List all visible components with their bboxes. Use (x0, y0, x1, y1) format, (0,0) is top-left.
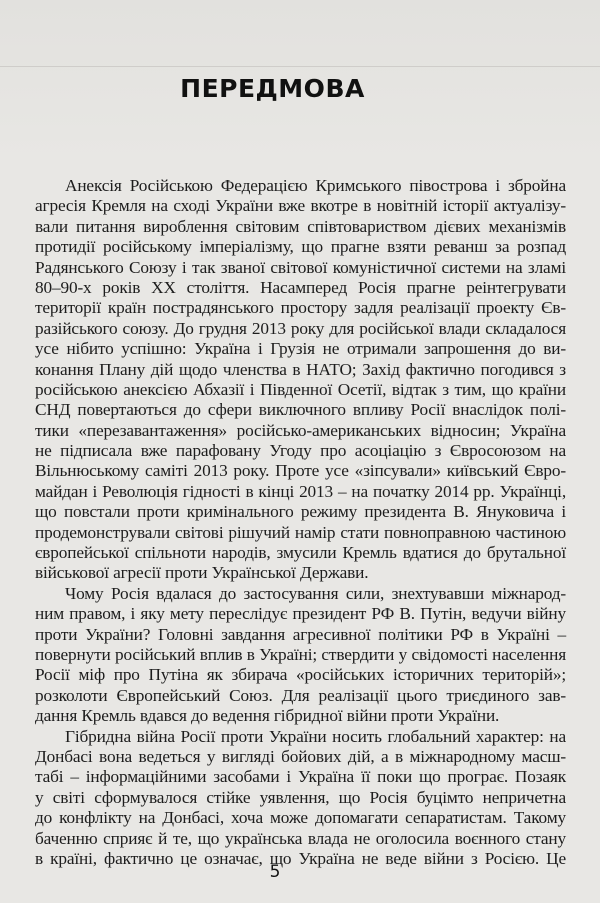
text-line: ним правом, і яку мету переслідує президент РФ В. Путін, ведучи війну (35, 604, 566, 624)
text-line: вали питання вироблення світовим співтовариством дієвих механізмів (35, 216, 566, 236)
paragraph (35, 727, 566, 870)
text-line: розколоти Європейський Союз. Для реалізації цього триєдиного зав- (35, 685, 566, 705)
text-line: європейської спільноти народів, змусили Кремль вдатися до брутальної (35, 543, 566, 563)
body-text (35, 176, 566, 869)
text-line: агресія Кремля на сході України вже вкотре в новітній історії актуалізу- (35, 196, 566, 216)
text-line: території країн пострадянського простору задля реалізації проекту Єв- (35, 298, 566, 318)
text-line: Гібридна війна Росії проти України носить глобальний характер: на (65, 726, 566, 746)
page-title: ПЕРЕДМОВА (180, 74, 365, 103)
text-line: дання Кремль вдався до ведення гібридної війни проти України. (35, 706, 500, 726)
text-line: Чому Росія вдалася до застосування сили, знехтувавши міжнарод- (65, 583, 566, 603)
text-line: не підписала вже парафовану Угоду про асоціацію з Євросоюзом на (35, 441, 566, 461)
text-line: проти України? Головні завдання агресивної політики РФ в Україні – (35, 624, 566, 644)
paragraph (35, 584, 566, 727)
text-line: баченню сприяє й те, що українська влада не оголосила воєнного стану (35, 828, 566, 848)
text-line: російською анексією Абхазії і Південної Осетії, відтак з тим, що країни (35, 379, 566, 399)
text-line: разійського союзу. До грудня 2013 року для російської влади складалося (35, 318, 566, 338)
text-line: військової агресії проти Української Держави. (35, 563, 369, 583)
text-line: Донбасі вона ведеться у вигляді бойових дій, а в міжнародному масш- (35, 746, 566, 766)
text-line: табі – інформаційними засобами і Україна її поки що програє. Позаяк (35, 767, 566, 787)
text-line: протидії російському імперіалізму, що прагне взяти реванш за розпад (35, 237, 566, 257)
paragraph (35, 176, 566, 584)
text-line: тики «перезавантаження» російсько-американських відносин; Україна (35, 420, 566, 440)
text-line: Анексія Російською Федерацією Кримського півострова і збройна (65, 176, 566, 195)
text-line: усе нібито успішно: Україна і Грузія не отримали запрошення до ви- (35, 339, 566, 359)
header-rule (0, 66, 600, 67)
text-line: СНД повертаються до сфери виключного впливу Росії внаслідок полі- (35, 400, 566, 420)
text-line: продемонстрували світові рішучий намір стати повноправною частиною (35, 522, 566, 542)
text-line: що повстали проти кримінального режиму президента В. Януковича і (35, 502, 566, 522)
text-line: 80–90-х років ХХ століття. Насамперед Росія прагне реінтегрувати (35, 277, 566, 297)
text-line: в країні, фактично це означає, що Україна не веде війни з Росією. Це (35, 848, 566, 868)
text-line: до конфлікту на Донбасі, хоча може допомагати сепаратистам. Такому (35, 808, 566, 828)
text-line: Вільнюському саміті 2013 року. Проте усе «зіпсували» київський Євро- (35, 461, 566, 481)
text-line: Росії міф про Путіна як збирача «російських історичних територій»; (35, 665, 566, 685)
text-line: конання Плану дій щодо членства в НАТО; Захід фактично погодився з (35, 359, 566, 379)
page-number: 5 (269, 862, 281, 882)
text-line: майдан і Революція гідності в кінці 2013 – на початку 2014 рр. Українці, (35, 481, 566, 501)
text-line: повернути російський вплив в Україні; ствердити у свідомості населення (35, 644, 566, 664)
text-line: Радянського Союзу і так званої світової комуністичної системи на зламі (35, 257, 566, 277)
text-line: у світі сформувалося стійке уявлення, що Росія буцімто непричетна (35, 787, 566, 807)
